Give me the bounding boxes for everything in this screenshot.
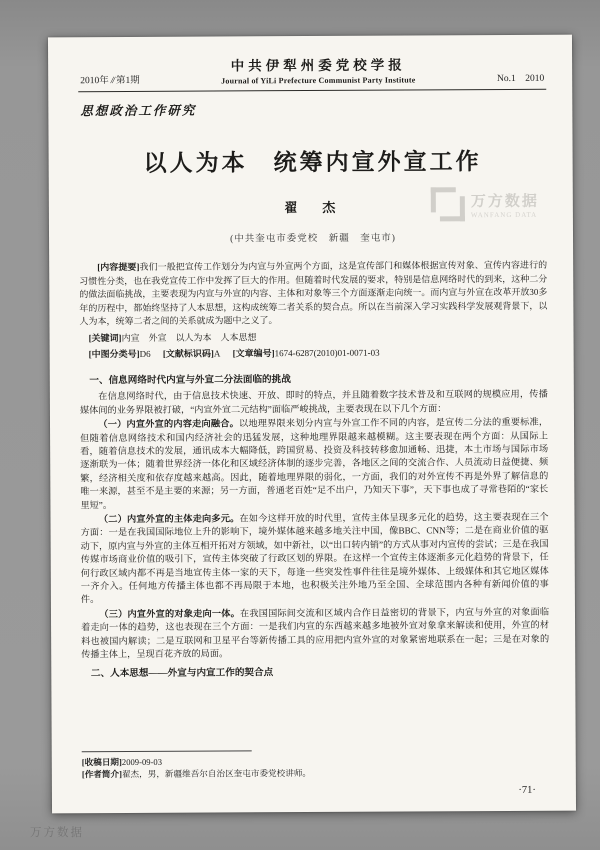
bio-value: 翟杰，男，新疆维吾尔自治区奎屯市委党校讲师。 bbox=[121, 768, 312, 779]
column-label: 思想政治工作研究 bbox=[80, 103, 197, 119]
classification-line bbox=[80, 345, 548, 361]
abstract-block bbox=[79, 259, 547, 329]
body-paragraph bbox=[80, 511, 548, 607]
keywords-text: 内宣 外宣 以人为本 人本思想 bbox=[121, 332, 257, 343]
received-value: 2009-09-03 bbox=[121, 756, 163, 767]
wanfang-bottom-watermark: 万方数据 bbox=[30, 827, 84, 839]
clc-value: D6 bbox=[139, 348, 151, 359]
issue-year: 2010年 bbox=[80, 76, 109, 87]
doc-code-value: A bbox=[213, 348, 221, 359]
wanfang-logo-cn: 万方数据 bbox=[470, 193, 539, 210]
journal-title-cn: 中共伊犁州委党校学报 bbox=[230, 57, 406, 74]
paragraph-lead: （二）内宣外宣的主体走向多元。 bbox=[98, 513, 240, 525]
article-id-label: [文章编号] bbox=[232, 348, 275, 359]
bio-label: [作者简介] bbox=[81, 769, 122, 780]
journal-header bbox=[78, 53, 546, 91]
journal-page bbox=[48, 35, 576, 814]
article-affiliation: (中共奎屯市委党校 新疆 奎屯市) bbox=[230, 233, 396, 245]
paragraph-text: 以地理界限来划分内宣与外宣工作不同的内容，是宣传二分法的重要标准，但随着信息网络技术和国内经济社会的迅猛发展，这种地理界限越来越模糊。这主要表现在两个方面：从国际上看，随着信息技术的发展，通讯成本大幅降低，跨国贸易、投资及科技转移愈加通畅、迅捷，本土市场与国际市场逐渐联为一体；随着世界经济一体化和区域经济体制的逐步完善，各地区之间的交流合作、人员流动日益便捷、频繁，经济相关度和依存度越来越高。因此，随着地理界限的弱化，一方面，我们的对外宣传不再是外界了解信息的唯一来源，甚至不是主要的来源；另一方面，普通老百姓“足不出户，乃知天下事”，天下事也成了寻常巷陌的“家长里短”。 bbox=[80, 416, 549, 510]
doc-code-label: [文献标识码] bbox=[162, 348, 214, 359]
body-paragraph bbox=[81, 606, 549, 662]
abstract-text: 我们一般把宣传工作划分为内宣与外宣两个方面，这是宣传部门和媒体根据宣传对象、宣传内容进行的习惯性分类，也在我党宣传工作中发挥了巨大的作用。但随着时代发展的要求，特别是信息网络时代的到来，这种二分的做法面临挑战，主要表现为内宣与外宣的内容、主体和对象等三个方面逐渐走向统一。而内宣与外宣在改革开放30多年的历程中，都始终坚持了人本思想，这构成统筹二者关系的契合点。所以在当前深入学习实践科学发展观背景下，以人为本，统筹二者之间的关系就成为题中之义了。 bbox=[79, 259, 548, 327]
abstract-paragraph bbox=[79, 259, 547, 329]
journal-title-block bbox=[140, 53, 497, 86]
paragraph-lead: （三）内宣外宣的对象走向一体。 bbox=[99, 608, 240, 619]
paragraph-text: 在我国国际间交流和区域内合作日益密切的背景下，内宣与外宣的对象面临着走向一体的趋势，这也表现在三个方面：一是我们内宣的东西越来越多地被外宣对象拿来解读和使用，外宣的材料也被国内解读；二是互联网和卫星平台等新传播工具的应用把内宣外宣的对象紧密地联系在一起；三是在对象的传播主体上，呈现百花齐放的局面。 bbox=[81, 606, 550, 660]
body-paragraph bbox=[80, 416, 548, 512]
paragraph-text: 在信息网络时代，由于信息技术快速、开放、即时的特点，并且随着数字技术普及和互联网的规模应用，传播媒体间的业务界限被打破，“内宣外宣二元结构”面临严峻挑战，主要表现在以下几个方面： bbox=[79, 389, 548, 415]
body-paragraph bbox=[80, 388, 548, 417]
received-label: [收稿日期] bbox=[81, 756, 122, 767]
section-heading-1: 一、信息网络时代内宣与外宣二分法面临的挑战 bbox=[89, 374, 291, 387]
abstract-label: [内容提要] bbox=[97, 261, 140, 273]
paragraph-text: 在如今这样开放的时代里，宣传主体呈现多元化的趋势，这主要表现在三个方面：一是在我国国际地位上升的影响下，境外媒体越来越多地关注中国，像BBC、CNN等；二是在商业价值的驱动下，原内宣与外宣的主体互相开拓对方领域，如中新社，以“出口转内销”的方式从事对内宣传的尝试；三是在我国传媒市场商业价值的吸引下，宣传主体突破了行政区划的界限。在这样一个宣传主体逐渐多元化趋势的背景下，任何行政区域内都不再是当地宣传主体一家的天下，每逢一些突发性事件往往是境外媒体、上级媒体和其它地区媒体一齐介入。任何地方传播主体也都不再局限于本地，也积极关注外地乃至全国、全球范围内各种有新闻价值的事件。 bbox=[80, 511, 549, 605]
section-heading-2: 二、人本思想——外宣与内宣工作的契合点 bbox=[90, 666, 274, 679]
issue-info-right: No.1 2010 bbox=[496, 73, 545, 85]
author-bio-line bbox=[82, 766, 550, 781]
footnote-block bbox=[82, 748, 550, 799]
keywords-line bbox=[80, 329, 548, 345]
issue-slashes: // bbox=[110, 76, 115, 87]
issue-number: 第1期 bbox=[115, 75, 140, 87]
article-title: 以人为本 统筹内宣外宣工作 bbox=[143, 149, 482, 176]
issue-info-left bbox=[80, 72, 140, 86]
page-number: ·71· bbox=[518, 784, 536, 796]
keywords-label: [关键词] bbox=[88, 332, 122, 344]
article-author: 翟 杰 bbox=[284, 199, 342, 216]
journal-title-en: Journal of YiLi Prefecture Communist Party Institute bbox=[221, 75, 416, 86]
paragraph-lead: （一）内宣外宣的内容走向融合。 bbox=[98, 418, 239, 430]
clc-label: [中图分类号] bbox=[88, 348, 140, 360]
wanfang-logo-en: WANFANG DATA bbox=[470, 210, 538, 219]
footnote-rule bbox=[82, 750, 252, 752]
article-body bbox=[80, 367, 550, 683]
article-id-value: 1674-6287(2010)01-0071-03 bbox=[274, 347, 380, 359]
